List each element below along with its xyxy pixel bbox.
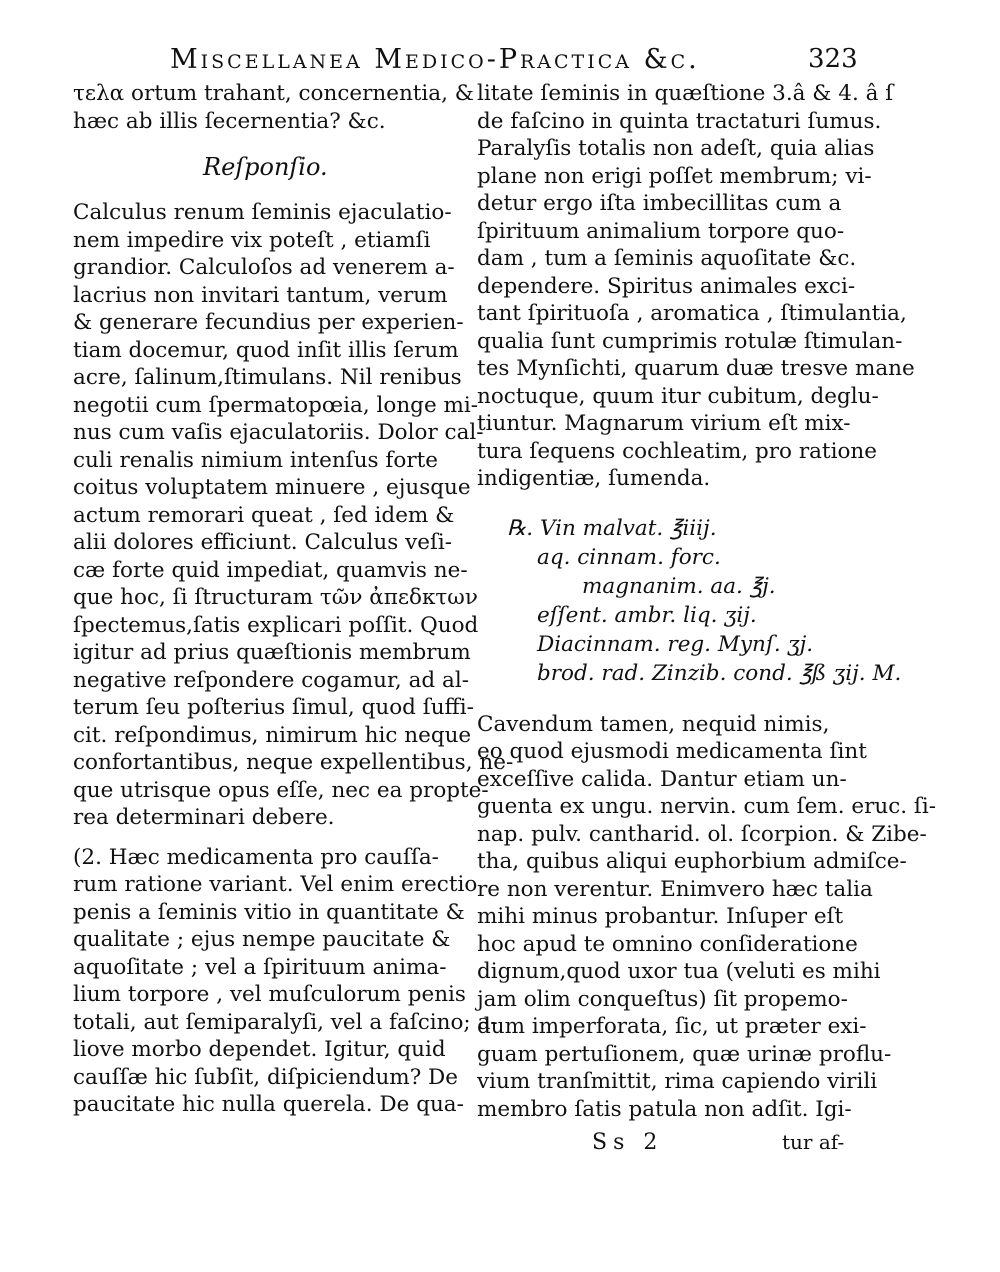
signature-mark: Ss 2 (592, 1130, 664, 1155)
text-line: dignum,quod uxor tua (veluti es mihi (477, 959, 881, 984)
text-line: que utrisque opus eſſe, nec ea propte- (73, 777, 489, 803)
text-line: dum imperforata, ſic, ut præter exi- (477, 1014, 867, 1039)
text-line: grandior. Calculoſos ad venerem a- (73, 255, 455, 280)
left-column (73, 80, 514, 1119)
text-line: guenta ex ungu. nervin. cum ſem. eruc. ſi- (477, 794, 937, 819)
text-line: cæ forte quid impediat, quamvis ne- (73, 557, 468, 583)
text-line: tha, quibus aliqui euphorbium admiſce- (477, 849, 907, 874)
recipe (477, 515, 902, 689)
text-line: indigentiæ, ſumenda. (477, 466, 711, 491)
text-line: ſpectemus,ſatis explicari poſſit. Quod (73, 612, 479, 638)
text-line: rum ratione variant. Vel enim erectio (73, 872, 478, 897)
right-bottom-text (477, 711, 937, 1124)
text-line: nap. pulv. cantharid. ol. ſcorpion. & Zibe- (477, 821, 927, 847)
text-line: igitur ad prius quæſtionis membrum (73, 640, 471, 665)
recipe-line: ℞. Vin malvat. ℥iiij. (507, 515, 717, 541)
text-line: lacrius non invitari tantum, verum (73, 282, 448, 308)
text-line: negotii cum ſpermatopœia, longe mi- (73, 392, 479, 418)
text-line: re non verentur. Enimvero hæc talia (477, 876, 873, 902)
running-head: Miscellanea Medico-Practica &c. (170, 44, 700, 75)
text-line: rea determinari debere. (73, 805, 335, 830)
text-line: paucitate hic nulla querela. De qua- (73, 1092, 464, 1117)
page-header (0, 44, 1000, 84)
text-line: coitus voluptatem minuere , ejusque (73, 475, 471, 500)
text-line: qualia ſunt cumprimis rotulæ ſtimulan- (477, 328, 903, 354)
text-line: Paralyſis totalis non adeſt, quia alias (477, 136, 875, 161)
text-line: nus cum vaſis ejaculatoriis. Dolor cal- (73, 420, 484, 445)
text-line: terum ſeu poſterius ſimul, quod ſuffi- (73, 695, 474, 720)
left-top-text (73, 80, 474, 135)
text-line: jam olim conqueſtus) ſit propemo- (477, 986, 848, 1012)
text-line: τελα ortum trahant, concernentia, & (73, 81, 474, 106)
text-line: Cavendum tamen, nequid nimis, (477, 711, 830, 737)
text-line: vium tranſmittit, rima capiendo virili (477, 1069, 878, 1094)
text-line: exceſſive calida. Dantur etiam un- (477, 766, 847, 792)
text-line: membro ſatis patula non adſit. Igi- (477, 1096, 852, 1122)
text-line: acre, ſalinum,ſtimulans. Nil renibus (73, 365, 462, 390)
text-line: de faſcino in quinta tractaturi ſumus. (477, 108, 882, 134)
text-line: tiam docemur, quod inſit illis ſerum (73, 337, 459, 363)
recipe-line: Diacinnam. reg. Mynſ. ʒj. (537, 631, 814, 657)
text-line: hoc apud te omnino conſideratione (477, 931, 858, 957)
text-line: actum remorari queat , ſed idem & (73, 502, 455, 528)
page-footer (0, 1130, 1000, 1160)
text-line: dependere. Spiritus animales exci- (477, 273, 856, 299)
text-line: litate ſeminis in quæſtione 3.â & 4. â ſ (477, 81, 894, 106)
text-line: cauſſæ hic ſubſit, diſpiciendum? De (73, 1064, 459, 1090)
text-line: guam pertuſionem, quæ urinæ proflu- (477, 1041, 892, 1067)
text-line: aquoſitate ; vel a ſpirituum anima- (73, 954, 447, 980)
text-line: hæc ab illis ſecernentia? &c. (73, 108, 386, 134)
text-line: ſpirituum animalium torpore quo- (477, 218, 845, 244)
text-line: liove morbo dependet. Igitur, quid (73, 1037, 446, 1062)
left-mid-text (73, 199, 514, 832)
text-line: totali, aut ſemiparalyſi, vel a faſcino; a- (73, 1009, 498, 1035)
text-line: confortantibus, neque expellentibus, ne- (73, 750, 514, 775)
text-line: nem impedire vix poteſt , etiamſi (73, 227, 431, 253)
text-line: tant ſpirituoſa , aromatica , ſtimulantia, (477, 301, 907, 326)
text-line: detur ergo iſta imbecillitas cum a (477, 191, 842, 216)
text-line: que hoc, ſi ſtructuram τῶν ἀπεδκτων (73, 585, 478, 610)
right-column (477, 80, 937, 1123)
text-line: culi renalis nimium intenſus forte (73, 447, 438, 473)
text-line: eo quod ejusmodi medicamenta ſint (477, 739, 867, 764)
page-number: 323 (808, 44, 858, 74)
text-line: lium torpore , vel muſculorum penis (73, 982, 466, 1007)
text-line: penis a ſeminis vitio in quantitate & (73, 899, 465, 925)
text-line: mihi minus probantur. Inſuper eſt (477, 904, 844, 929)
text-line: tiuntur. Magnarum virium eſt mix- (477, 411, 851, 436)
text-line: (2. Hæc medicamenta pro cauſſa- (73, 844, 439, 870)
text-line: & generare fecundius per experien- (73, 310, 464, 335)
text-line: alii dolores efficiunt. Calculus veſi- (73, 530, 453, 555)
recipe-line: brod. rad. Zinzib. cond. ℥ß ʒij. M. (537, 660, 902, 686)
left-bottom-text (73, 844, 498, 1119)
recipe-line: magnanim. aa. ℥j. (582, 573, 776, 599)
text-line: dam , tum a ſeminis aquoſitate &c. (477, 246, 857, 271)
text-line: tes Mynſichti, quarum duæ tresve mane (477, 356, 915, 381)
text-line: negative reſpondere cogamur, ad al- (73, 667, 469, 693)
text-line: plane non erigi poſſet membrum; vi- (477, 163, 872, 189)
right-top-text (477, 80, 915, 493)
text-line: Calculus renum ſeminis ejaculatio- (73, 200, 452, 225)
text-line: cit. reſpondimus, nimirum hic neque (73, 722, 472, 748)
text-line: qualitate ; ejus nempe paucitate & (73, 927, 451, 952)
catchword: tur af- (782, 1130, 845, 1154)
text-line: noctuque, quum itur cubitum, deglu- (477, 383, 879, 409)
section-heading: Reſponſio. (203, 153, 328, 181)
recipe-line: aq. cinnam. forc. (537, 544, 721, 570)
recipe-line: eſſent. ambr. liq. ʒij. (537, 602, 757, 628)
text-line: tura ſequens cochleatim, pro ratione (477, 438, 877, 464)
